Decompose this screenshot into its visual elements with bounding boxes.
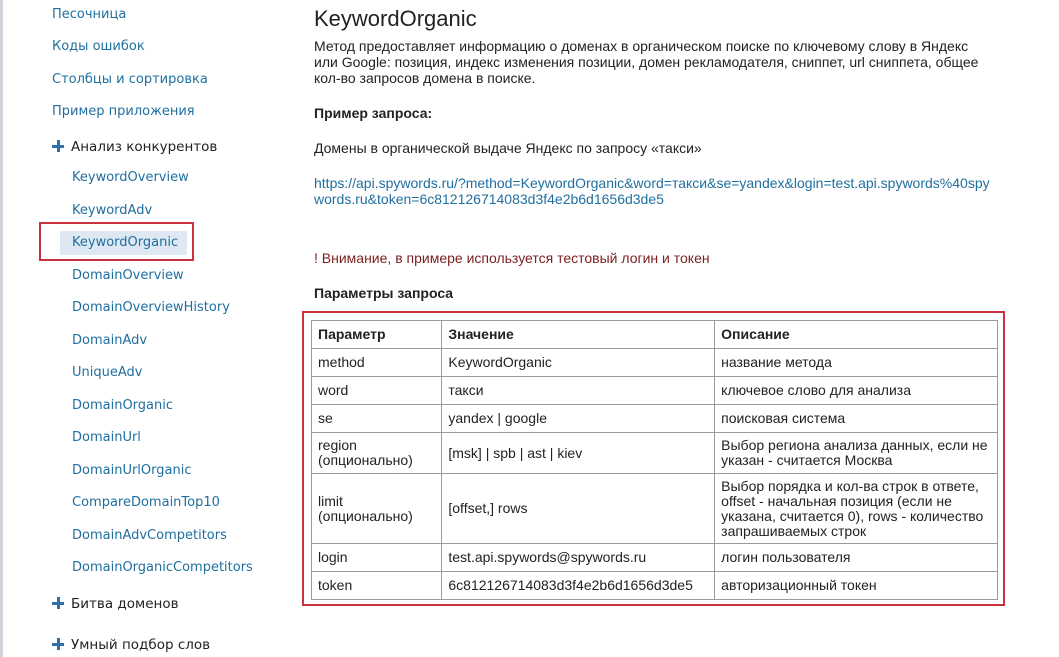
method-description: Метод предоставляет информацию о доменах в органическом поиске по ключевому слову в Яндекс или Google: позиция, индекс изменения позиции, домен рекламодателя, сниппет, url сниппета, общее кол-во запросов домена в поиске. [314, 38, 979, 86]
table-row [312, 405, 998, 433]
value-cell: 6c812126714083d3f4e2b6d1656d3de5 [442, 572, 715, 600]
description-cell: логин пользователя [715, 544, 998, 572]
param-cell: token [312, 572, 442, 600]
highlight-frame-sidebar [39, 222, 194, 261]
sidebar-item-comparedomaintop10[interactable]: CompareDomainTop10 [72, 495, 220, 510]
table-row [312, 572, 998, 600]
table-row [312, 377, 998, 405]
param-cell: se [312, 405, 442, 433]
sidebar-section-smart-words[interactable] [52, 637, 210, 653]
sidebar-item-domainoverview[interactable]: DomainOverview [72, 268, 184, 283]
sidebar-link-error-codes[interactable]: Коды ошибок [52, 39, 145, 54]
table-row [312, 474, 998, 544]
table-header-row [312, 321, 998, 349]
sidebar-item-keywordoverview[interactable]: KeywordOverview [72, 170, 189, 185]
expand-plus-icon[interactable] [52, 140, 64, 152]
table-row [312, 349, 998, 377]
sidebar-item-keywordorganic[interactable]: KeywordOrganic [72, 235, 179, 250]
params-table [311, 320, 998, 600]
sidebar-item-keywordadv[interactable]: KeywordAdv [72, 203, 153, 218]
value-cell: такси [442, 377, 715, 405]
table-row [312, 433, 998, 474]
param-cell: login [312, 544, 442, 572]
example-heading: Пример запроса: [314, 105, 433, 121]
sidebar-item-domainurl[interactable]: DomainUrl [72, 430, 141, 445]
description-cell: поисковая система [715, 405, 998, 433]
sidebar-section-competitors[interactable] [52, 139, 217, 155]
warning-text: ! Внимание, в примере используется тестовый логин и токен [314, 250, 710, 266]
sidebar-item-domainurlorganic[interactable]: DomainUrlOrganic [72, 463, 192, 478]
sidebar-link-app-example[interactable]: Пример приложения [52, 104, 195, 119]
param-cell: method [312, 349, 442, 377]
expand-plus-icon[interactable] [52, 638, 64, 650]
sidebar-section-label: Битва доменов [71, 596, 179, 612]
sidebar-item-uniqueadv[interactable]: UniqueAdv [72, 365, 143, 380]
sidebar-item-domainorganic[interactable]: DomainOrganic [72, 398, 174, 413]
description-cell: авторизационный токен [715, 572, 998, 600]
column-header-param: Параметр [312, 321, 442, 349]
value-cell: test.api.spywords@spywords.ru [442, 544, 715, 572]
param-cell: limit (опционально) [312, 474, 442, 544]
sidebar-section-label: Умный подбор слов [71, 637, 211, 653]
sidebar-link-sandbox[interactable]: Песочница [52, 7, 127, 22]
table-row [312, 544, 998, 572]
column-header-value: Значение [442, 321, 715, 349]
sidebar-item-domainadv[interactable]: DomainAdv [72, 333, 148, 348]
expand-plus-icon[interactable] [52, 597, 64, 609]
example-text: Домены в органической выдаче Яндекс по запросу «такси» [314, 140, 702, 156]
sidebar-item-domainoverviewhistory[interactable]: DomainOverviewHistory [72, 300, 230, 315]
value-cell: yandex | google [442, 405, 715, 433]
sidebar-section-domain-battle[interactable] [52, 596, 179, 612]
example-url-link[interactable]: https://api.spywords.ru/?method=KeywordOrganic&word=такси&se=yandex&login=test.api.spywords%40spywords.ru&token=6c812126714083d3f4e2b6d1656d3de5 [314, 175, 990, 207]
params-heading: Параметры запроса [314, 285, 454, 301]
sidebar-nav [0, 0, 290, 657]
param-cell: region (опционально) [312, 433, 442, 474]
value-cell: [msk] | spb | ast | kiev [442, 433, 715, 474]
description-cell: ключевое слово для анализа [715, 377, 998, 405]
page-title: KeywordOrganic [314, 6, 477, 31]
sidebar-section-label: Анализ конкурентов [71, 139, 218, 155]
description-cell: название метода [715, 349, 998, 377]
param-cell: word [312, 377, 442, 405]
sidebar-link-columns-sorting[interactable]: Столбцы и сортировка [52, 72, 208, 87]
sidebar-item-domainorganiccompetitors[interactable]: DomainOrganicCompetitors [72, 560, 253, 575]
description-cell: Выбор порядка и кол-ва строк в ответе, offset - начальная позиция (если не указана, считается 0), rows - количество запрашиваемых строк [715, 474, 998, 544]
value-cell: [offset,] rows [442, 474, 715, 544]
sidebar-item-domainadvcompetitors[interactable]: DomainAdvCompetitors [72, 528, 227, 543]
description-cell: Выбор региона анализа данных, если не указан - считается Москва [715, 433, 998, 474]
value-cell: KeywordOrganic [442, 349, 715, 377]
column-header-description: Описание [715, 321, 998, 349]
